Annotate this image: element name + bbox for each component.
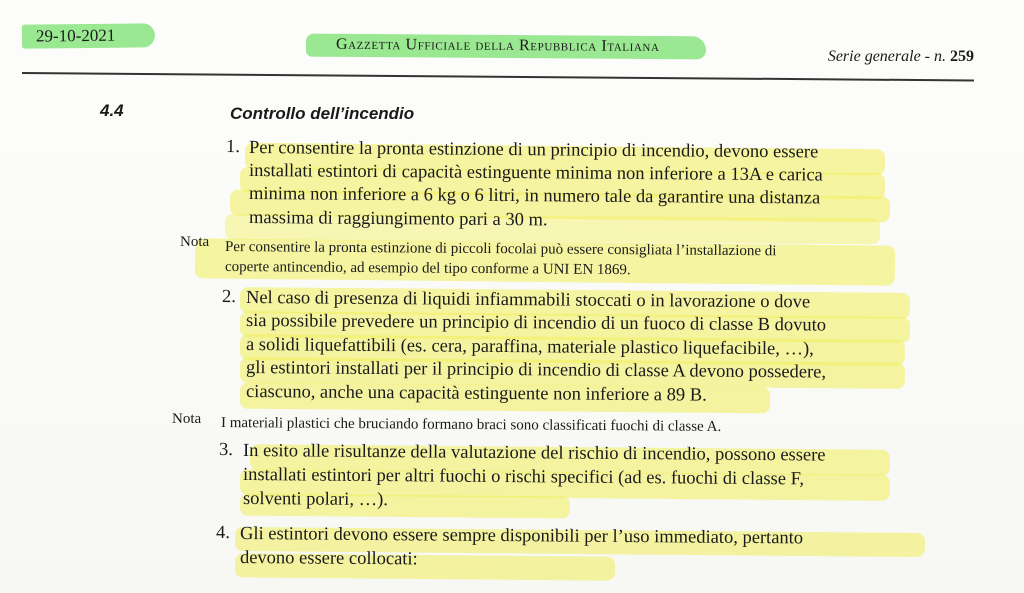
- header-series: [828, 48, 974, 66]
- list-item-marker: 1.: [225, 136, 240, 158]
- list-item-line: devono essere collocati:: [239, 548, 418, 570]
- note-line: coperte antincendio, ad esempio del tipo conforme a UNI EN 1869.: [224, 259, 631, 279]
- list-item-marker: 2.: [221, 286, 236, 308]
- note-label: Nota: [172, 411, 202, 427]
- list-item-line: installati estintori per altri fuochi o rischi specifici (ad es. fuochi di classe F,: [242, 465, 805, 490]
- header-publication-title: Gazzetta Ufficiale della Repubblica Italiana: [306, 34, 706, 60]
- note-line: Per consentire la pronta estinzione di piccoli focolai può essere consigliata l’installazione di: [224, 239, 777, 260]
- section-number: 4.4: [100, 101, 124, 120]
- list-item-line: massima di raggiungimento pari a 30 m.: [248, 208, 548, 231]
- list-item-line: Nel caso di presenza di liquidi infiammabili stoccati o in lavorazione o dove: [245, 288, 811, 313]
- series-number: 259: [950, 48, 974, 65]
- list-item-marker: 4.: [215, 522, 230, 544]
- list-item-line: solventi polari, …).: [242, 489, 388, 511]
- note-label: Nota: [180, 234, 210, 250]
- list-item-line: gli estintori installati per il principio di incendio di classe A devono possedere,: [245, 358, 827, 383]
- header-date: 29-10-2021: [22, 23, 156, 48]
- list-item-line: Gli estintori devono essere sempre disponibili per l’uso immediato, pertanto: [239, 524, 804, 549]
- section-title: Controllo dell’incendio: [230, 104, 415, 123]
- header-divider: [22, 72, 974, 81]
- series-label: Serie generale - n.: [827, 48, 946, 65]
- list-item-line: installati estintori di capacità estinguente minima non inferiore a 13A e carica: [248, 161, 823, 186]
- list-item-line: ciascuno, anche una capacità estinguente non inferiore a 89 B.: [245, 382, 707, 406]
- list-item-line: sia possibile prevedere un principio di incendio di un fuoco di classe B dovuto: [245, 311, 827, 336]
- list-item-line: minima non inferiore a 6 kg o 6 litri, in numero tale da garantire una distanza: [248, 184, 821, 209]
- list-item-line: In esito alle risultanze della valutazione del rischio di incendio, possono essere: [242, 441, 826, 466]
- note-line: I materiali plastici che bruciando formano braci sono classificati fuochi di classe A.: [220, 415, 722, 435]
- list-item-marker: 3.: [218, 439, 233, 461]
- list-item-line: a solidi liquefattibili (es. cera, paraffina, materiale plastico liquefacibile, …),: [245, 335, 814, 360]
- list-item-line: Per consentire la pronta estinzione di un principio di incendio, devono essere: [248, 138, 819, 163]
